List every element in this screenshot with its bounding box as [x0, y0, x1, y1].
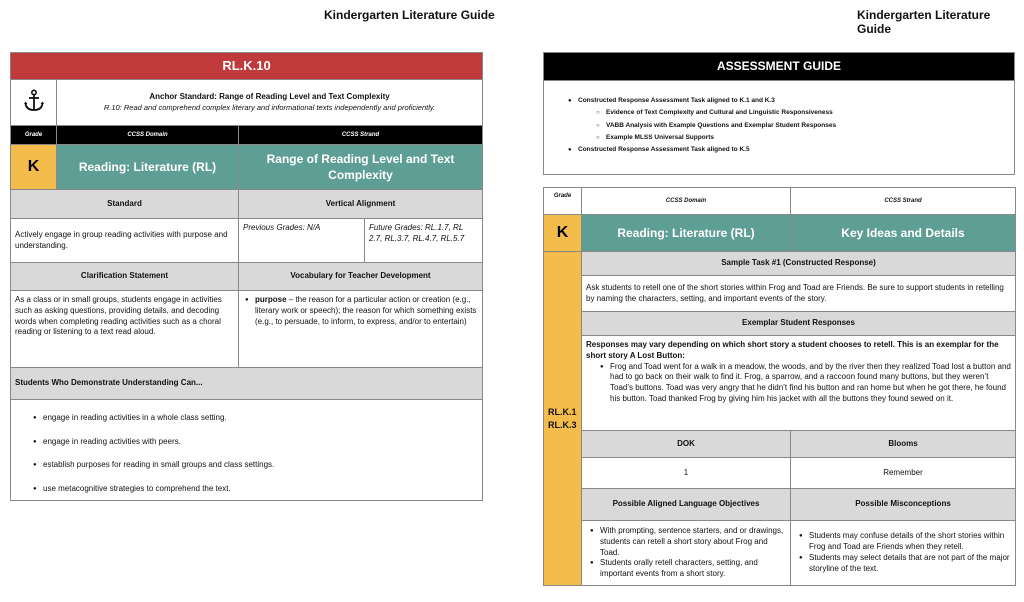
- strand-value: Range of Reading Level and Text Complexity: [239, 145, 483, 190]
- dok-value: 1: [582, 458, 791, 489]
- code-label: RL.K.1: [548, 407, 577, 418]
- misconception-item: ● Students may confuse details of the short stories within Frog and Toad are Friends when they retell.: [797, 531, 1011, 553]
- students-list-cell: [11, 400, 483, 501]
- language-objective-item: ● With prompting, sentence starters, and or drawings, students can retell a short story about Frog and Toad.: [588, 526, 786, 558]
- assessment-subitem: ○ Example MLSS Universal Supports: [594, 132, 1010, 144]
- misconceptions-cell: [791, 521, 1016, 586]
- page-header-left: Kindergarten Literature Guide: [324, 8, 495, 22]
- assessment-guide-box: [543, 52, 1015, 175]
- strand-value: Key Ideas and Details: [791, 215, 1016, 252]
- domain-header: CCSS Domain: [582, 188, 791, 215]
- domain-value: Reading: Literature (RL): [57, 145, 239, 190]
- standard-code: RL.K.10: [11, 53, 483, 80]
- assessment-item: ● Constructed Response Assessment Task aligned to K.1 and K.3: [566, 95, 1010, 107]
- domain-header: CCSS Domain: [57, 126, 239, 145]
- language-objective-item: ● Students orally retell characters, setting, and important events from a short story.: [588, 558, 786, 580]
- vocab-item: [243, 295, 478, 327]
- misconception-item: ● Students may select details that are not part of the major storyline of the text.: [797, 553, 1011, 575]
- assessment-subitem: ○ VABB Analysis with Example Questions and Exemplar Student Responses: [594, 120, 1010, 132]
- standard-table: [10, 52, 483, 501]
- grade-header: Grade: [544, 188, 582, 215]
- exemplar-label: Exemplar Student Responses: [582, 312, 1016, 336]
- anchor-icon: [23, 89, 45, 113]
- previous-grades: Previous Grades: N/A: [239, 219, 365, 263]
- language-objectives-label: Possible Aligned Language Objectives: [582, 489, 791, 521]
- anchor-cell: [11, 80, 57, 126]
- future-grades: Future Grades: RL.1.7, RL 2.7, RL.3.7, RL.4.7, RL.5.7: [365, 219, 483, 263]
- code-label: RL.K.3: [548, 419, 577, 430]
- standard-label: Standard: [11, 190, 239, 219]
- students-label: Students Who Demonstrate Understanding Can...: [11, 368, 483, 400]
- assessment-item: ● Constructed Response Assessment Task aligned to K.5: [566, 144, 1010, 156]
- students-item: ● establish purposes for reading in small groups and class settings.: [31, 453, 478, 477]
- anchor-standard: [57, 80, 483, 126]
- blooms-label: Blooms: [791, 431, 1016, 458]
- task-text: Ask students to retell one of the short stories within Frog and Toad are Friends. Be sure to support students in retelling by naming the characters, setting, and important events of the story.: [582, 276, 1016, 312]
- standard-text: Actively engage in group reading activities with purpose and understanding.: [11, 219, 239, 263]
- exemplar-cell: [582, 336, 1016, 431]
- students-item: ● use metacognitive strategies to comprehend the text.: [31, 477, 478, 501]
- misconceptions-label: Possible Misconceptions: [791, 489, 1016, 521]
- anchor-title: Anchor Standard: Range of Reading Level and Text Complexity: [149, 92, 390, 102]
- assessment-list-cell: [544, 81, 1015, 175]
- students-item: ● engage in reading activities with peers.: [31, 430, 478, 454]
- standard-codes: [544, 252, 582, 586]
- grade-value: K: [11, 145, 57, 190]
- anchor-text: R.10: Read and comprehend complex literary and informational texts independently and proficiently.: [103, 102, 436, 112]
- clarification-text: As a class or in small groups, students engage in activities such as asking questions, providing details, and decoding words when completing reading activities such as a choral reading or listening to a text read aloud.: [11, 291, 239, 368]
- assessment-title: ASSESSMENT GUIDE: [544, 53, 1015, 81]
- task-label: Sample Task #1 (Constructed Response): [582, 252, 1016, 276]
- vocab-cell: [239, 291, 483, 368]
- strand-header: CCSS Strand: [239, 126, 483, 145]
- dok-label: DOK: [582, 431, 791, 458]
- exemplar-intro: Responses may vary depending on which short story a student chooses to retell. This is an exemplar for the short story A Lost Button:: [586, 340, 999, 360]
- vocab-label: Vocabulary for Teacher Development: [239, 263, 483, 291]
- vertical-alignment-label: Vertical Alignment: [239, 190, 483, 219]
- strand-header: CCSS Strand: [791, 188, 1016, 215]
- grade-value: K: [544, 215, 582, 252]
- vocab-definition: – the reason for a particular action or creation (e.g., literary work or speech); the reason for which something exists (e.g., to persuade, to inform, to express, and/or to entertain): [255, 295, 477, 326]
- page-header-right: Kindergarten Literature Guide: [857, 8, 991, 36]
- exemplar-item: ● Frog and Toad went for a walk in a meadow, the woods, and by the river then they realized Toad lost a button and had to go back on their walk to find it. Frog, a sparrow, and a raccoon found many buttons, but they weren’t Toad’s buttons. Toad was very angry that he didn’t find his button and ran home but when he got there, he found his button. Toad thanked Frog by giving him his jacket with all the buttons they found sewed on it.: [598, 362, 1011, 405]
- students-item: ● engage in reading activities in a whole class setting.: [31, 406, 478, 430]
- blooms-value: Remember: [791, 458, 1016, 489]
- vocab-term: purpose: [255, 295, 287, 304]
- clarification-label: Clarification Statement: [11, 263, 239, 291]
- language-objectives-cell: [582, 521, 791, 586]
- domain-value: Reading: Literature (RL): [582, 215, 791, 252]
- grade-header: Grade: [11, 126, 57, 145]
- assessment-subitem: ○ Evidence of Text Complexity and Cultural and Linguistic Responsiveness: [594, 107, 1010, 119]
- task-table: [543, 187, 1016, 586]
